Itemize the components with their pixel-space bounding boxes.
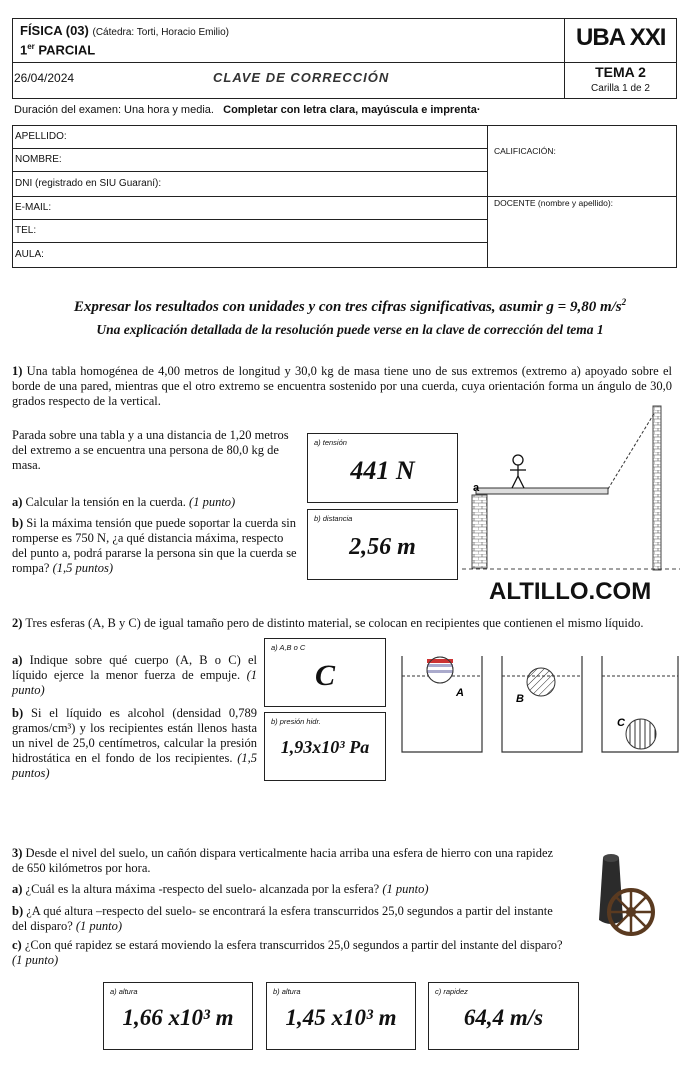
q3-answer-b: b) altura 1,45 x10³ m (266, 982, 416, 1050)
q2-answer-b: b) presión hidr. 1,93x10³ Pa (264, 712, 386, 781)
q2-statement: 2) Tres esferas (A, B y C) de igual tamaño pero de distinto material, se colocan en recipientes que contienen el mismo líquido. (12, 616, 644, 630)
cannon-icon (595, 848, 665, 944)
field-nombre[interactable]: NOMBRE: (15, 154, 62, 165)
clave-label: CLAVE DE CORRECCIÓN (213, 70, 390, 85)
q3-answer-c: c) rapidez 64,4 m/s (428, 982, 579, 1050)
uba-logo: UBA XXI (576, 24, 666, 51)
svg-text:B: B (516, 693, 524, 705)
q1-statement-2: Parada sobre una tabla y a una distancia de 1,20 metros del extremo a se encuentra una persona de 80,0 kg de masa. (12, 428, 289, 472)
q1-statement: 1) Una tabla homogénea de 4,00 metros de longitud y 30,0 kg de masa tiene uno de sus extremos (extremo a) apoyado sobre el borde de una pared, mientras que el otro extremo se encuentra sostenido por una cuerda, cuya orientación forma un ángulo de 30,0 grados respecto de la vertical. (12, 364, 672, 408)
plank (476, 488, 608, 494)
sphere-a (427, 657, 453, 683)
svg-text:A: A (456, 687, 464, 699)
field-apellido[interactable]: APELLIDO: (15, 131, 67, 142)
q1-figure (462, 398, 680, 576)
intro-line-1: Expresar los resultados con unidades y con tres cifras significativas, asumir g = 9,80 $m/s^2$ (73, 297, 627, 315)
q2-part-b: b) Si el líquido es alcohol (densidad 0,789 gramos/cm³) y los recipientes están llenos hasta un nivel de 25,0 centímetros, calcular la presión hidrostática en el fondo de los recipientes. (1,5 puntos) (12, 706, 257, 780)
tema-label: TEMA 2 (595, 64, 646, 80)
rope (608, 412, 655, 489)
q3-part-c: c) ¿Con qué rapidez se estará moviendo la esfera transcurridos 25,0 segundos a partir del instante del disparo? (1 punto) (12, 938, 563, 967)
exam-name: 1er PARCIAL (20, 42, 96, 58)
svg-text:C: C (617, 717, 625, 729)
instructions: Duración del examen: Una hora y media. Completar con letra clara, mayúscula e imprenta· (14, 104, 481, 116)
intro-line-2: Una explicación detallada de la resolución puede verse en la clave de corrección del tema 1 (96, 322, 604, 337)
field-aula[interactable]: AULA: (15, 249, 44, 260)
q1-part-b: b) Si la máxima tensión que puede soportar la cuerda sin romperse es 750 N, ¿a qué distancia máxima, respecto del punto a, podrá pararse la persona sin que la cuerda se rompa? (1,5 puntos) (12, 516, 297, 575)
altillo-watermark: ALTILLO.COM (489, 578, 652, 605)
q2-part-a: a) Indique sobre qué cuerpo (A, B o C) el líquido ejerce la menor fuerza de empuje. (1 punto) (12, 653, 257, 697)
q3-answer-a: a) altura 1,66 x10³ m (103, 982, 253, 1050)
field-calificacion[interactable]: CALIFICACIÓN: (494, 146, 556, 156)
person-icon (510, 455, 526, 488)
q1-part-a: a) Calcular la tensión en la cuerda. (1 punto) (12, 495, 236, 509)
q1-answer-a: a) tensión 441 N (307, 433, 458, 503)
sphere-b (527, 668, 555, 696)
carilla-label: Carilla 1 de 2 (591, 83, 650, 94)
subject-title: FÍSICA (03) (Cátedra: Torti, Horacio Emilio) (20, 23, 230, 38)
q3-statement: 3) Desde el nivel del suelo, un cañón dispara verticalmente hacia arriba una esfera de hierro con una rapidez de 650 kilómetros por hora. (12, 846, 554, 875)
field-email[interactable]: E-MAIL: (15, 202, 52, 213)
left-wall (472, 495, 487, 568)
sphere-c (626, 719, 656, 749)
field-dni[interactable]: DNI (registrado en SIU Guaraní): (15, 178, 162, 189)
q3-part-a: a) ¿Cuál es la altura máxima -respecto del suelo- alcanzada por la esfera? (1 punto) (12, 882, 429, 896)
field-tel[interactable]: TEL: (15, 225, 37, 236)
field-docente[interactable]: DOCENTE (nombre y apellido): (494, 198, 614, 208)
q1-answer-b: b) distancia 2,56 m (307, 509, 458, 580)
q3-part-b: b) ¿A qué altura –respecto del suelo- se encontrará la esfera transcurridos 25,0 segundos a partir del instante del disparo? (1 punto) (12, 904, 553, 933)
exam-date: 26/04/2024 (14, 71, 75, 85)
q2-figure (398, 652, 682, 756)
point-a-label: a (473, 482, 480, 494)
right-wall (653, 406, 661, 570)
q2-answer-a: a) A,B o C C (264, 638, 386, 707)
